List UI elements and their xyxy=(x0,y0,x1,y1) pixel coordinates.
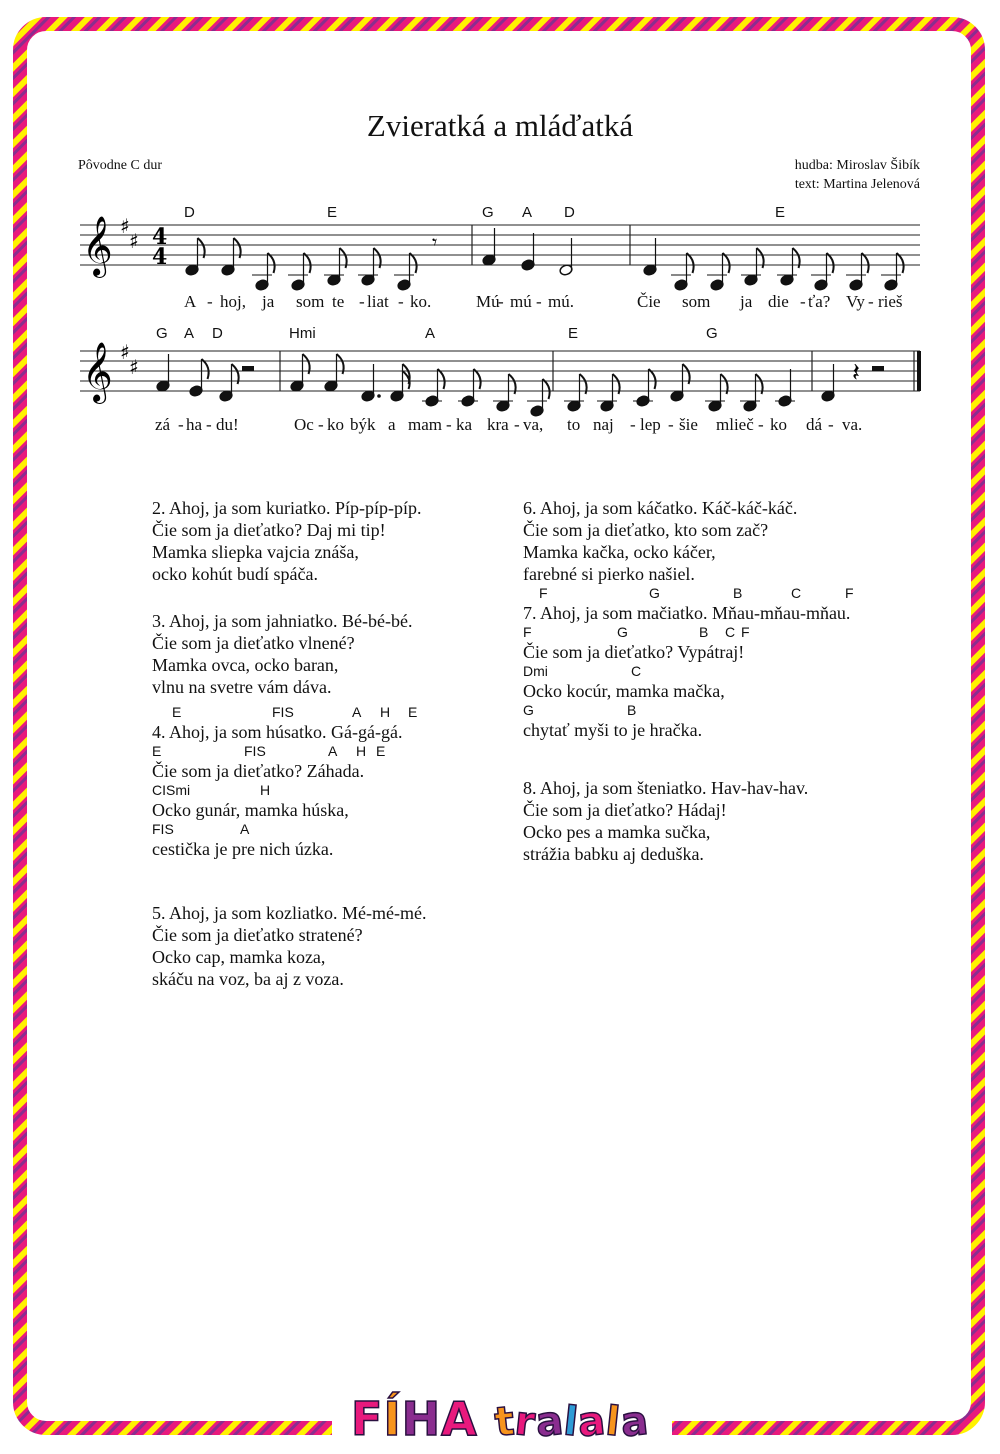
verse-chord: B xyxy=(699,624,709,640)
verse-chord: FIS xyxy=(272,704,294,720)
verse-chord: CISmi xyxy=(152,782,191,798)
note-flag xyxy=(438,369,445,389)
verse-chord: F xyxy=(845,585,854,601)
verse-chord: G xyxy=(649,585,660,601)
verse-line: Mamka kačka, ocko káčer, xyxy=(523,542,716,562)
logo-letter: a xyxy=(618,1397,652,1447)
lyric-syllable: mlieč xyxy=(716,415,754,434)
lyric-syllable: Vy xyxy=(846,292,865,311)
verse-line: 5. Ahoj, ja som kozliatko. Mé-mé-mé. xyxy=(152,903,427,923)
lyric-syllable: - xyxy=(800,292,806,311)
staff-chord: G xyxy=(482,204,494,221)
note-flag xyxy=(474,369,481,389)
staff-chord: G xyxy=(706,325,718,342)
lyric-syllable: - xyxy=(828,415,834,434)
note-flag xyxy=(827,253,834,273)
fiha-tralala-logo xyxy=(0,1393,1000,1448)
verse-chord: F xyxy=(539,585,548,601)
logo-letter: H xyxy=(401,1392,442,1446)
staff-chord: E xyxy=(327,204,338,221)
lyric-syllable: a xyxy=(388,415,396,434)
lyric-syllable: ko xyxy=(327,415,344,434)
verse-line: Ocko pes a mamka sučka, xyxy=(523,822,711,842)
lyric-syllable: - xyxy=(514,415,520,434)
staff-chord: A xyxy=(425,325,436,342)
verse-chord: E xyxy=(376,743,386,759)
lyric-syllable: - xyxy=(498,292,504,311)
verse-chord: C xyxy=(725,624,736,640)
lyric-syllable: ťa? xyxy=(808,292,831,311)
verse-chord: FIS xyxy=(152,821,174,837)
note-flag xyxy=(862,253,869,273)
staff-chord: G xyxy=(156,325,168,342)
lyric-syllable: Čie xyxy=(637,292,661,311)
verse-line: 8. Ahoj, ja som šteniatko. Hav-hav-hav. xyxy=(523,778,809,798)
lyric-syllable: hoj, xyxy=(220,292,246,311)
lyric-syllable: - xyxy=(758,415,764,434)
lyric-syllable: som xyxy=(296,292,325,311)
note-flag xyxy=(268,253,275,273)
lyric-syllable: liat xyxy=(367,292,389,311)
staff-chord: A xyxy=(522,204,533,221)
note-dot xyxy=(377,394,381,398)
verse-chord: E xyxy=(408,704,418,720)
lyric-syllable: ha xyxy=(186,415,203,434)
lyric-syllable: - xyxy=(446,415,452,434)
logo-letter: a xyxy=(533,1397,566,1447)
lyric-syllable: ko. xyxy=(410,292,432,311)
logo-letter: l xyxy=(603,1398,624,1446)
staff-chord: E xyxy=(775,204,786,221)
logo-letter: Í xyxy=(383,1392,402,1446)
verse-line: 7. Ahoj, ja som mačiatko. Mňau-mňau-mňau. xyxy=(523,603,851,623)
time-signature-top: 4 xyxy=(152,224,168,250)
lyric-syllable: - xyxy=(207,292,213,311)
verse-line: Čie som ja dieťatko stratené? xyxy=(152,925,363,945)
lyric-syllable: mú xyxy=(510,292,532,311)
verse-chord: A xyxy=(328,743,338,759)
verse-line: chytať myši to je hračka. xyxy=(523,720,703,740)
lyric-syllable: mam xyxy=(408,415,442,434)
lyric-syllable: - xyxy=(178,415,184,434)
verse-chord: H xyxy=(380,704,391,720)
lyric-syllable: - xyxy=(668,415,674,434)
lyric-syllable: ko xyxy=(770,415,787,434)
verse-line: Čie som ja dieťatko? Vypátraj! xyxy=(523,642,745,662)
song-title: Zvieratká a mláďatká xyxy=(366,108,634,143)
verse-line: Ocko kocúr, mamka mačka, xyxy=(523,681,725,701)
final-bar xyxy=(917,351,921,391)
lyric-syllable: naj xyxy=(593,415,614,434)
verse-chord: E xyxy=(172,704,182,720)
lyric-syllable: ja xyxy=(740,292,753,311)
treble-clef-icon: 𝄞 xyxy=(82,342,113,402)
lyric-syllable: - xyxy=(359,292,365,311)
lyric-syllable: - xyxy=(868,292,874,311)
logo-letter: a xyxy=(575,1397,609,1447)
lyric-syllable: rieš xyxy=(878,292,903,311)
note-flag xyxy=(543,379,550,399)
logo-letter: t xyxy=(492,1398,518,1446)
lyric-syllable: - xyxy=(536,292,542,311)
verse-line: Mamka ovca, ocko baran, xyxy=(152,655,339,675)
verse-chord: B xyxy=(733,585,743,601)
verse-chord: B xyxy=(627,702,637,718)
sharp-icon: ♯ xyxy=(129,229,139,253)
lyric-syllable: Mú xyxy=(476,292,500,311)
lyric-syllable: šie xyxy=(679,415,698,434)
sharp-icon: ♯ xyxy=(129,355,139,379)
note-flag xyxy=(202,359,209,379)
eighth-rest-icon: 𝄾 xyxy=(432,230,438,254)
treble-clef-icon: 𝄞 xyxy=(82,216,113,276)
lyric-syllable: te xyxy=(332,292,345,311)
staff-chord: D xyxy=(564,204,575,221)
verse-chord: Dmi xyxy=(523,663,548,679)
lyric-syllable: A xyxy=(184,292,197,311)
lyric-syllable: dá xyxy=(806,415,823,434)
verse-chord: C xyxy=(791,585,802,601)
verse-line: strážia babku aj deduška. xyxy=(523,844,704,864)
note-flag xyxy=(649,369,656,389)
verse-line: vlnu na svetre vám dáva. xyxy=(152,677,332,697)
note-flag xyxy=(687,253,694,273)
verse-chord: H xyxy=(260,782,271,798)
verse-line: cestička je pre nich úzka. xyxy=(152,839,334,859)
lyric-syllable: - xyxy=(398,292,404,311)
verse-chord: FIS xyxy=(244,743,266,759)
lyric-syllable: va, xyxy=(523,415,544,434)
lyric-syllable: ka xyxy=(456,415,473,434)
verse-chord: F xyxy=(523,624,532,640)
verse-line: 2. Ahoj, ja som kuriatko. Píp-píp-píp. xyxy=(152,498,422,518)
lyric-syllable: - xyxy=(630,415,636,434)
verse-line: Čie som ja dieťatko? Záhada. xyxy=(152,761,365,781)
sharp-icon: ♯ xyxy=(120,340,130,364)
quarter-rest-icon: 𝄽 xyxy=(852,358,860,388)
lyric-syllable: du! xyxy=(216,415,239,434)
verse-line: 6. Ahoj, ja som káčatko. Káč-káč-káč. xyxy=(523,498,798,518)
staff-chord: D xyxy=(212,325,223,342)
text-credit: text: Martina Jelenová xyxy=(794,177,920,192)
lyric-syllable: býk xyxy=(350,415,376,434)
lyric-syllable: zá xyxy=(155,415,171,434)
original-key: Pôvodne C dur xyxy=(78,158,162,173)
verse-chord: A xyxy=(352,704,362,720)
verse-chord: G xyxy=(617,624,628,640)
verse-line: Ocko gunár, mamka húska, xyxy=(152,800,349,820)
lyric-syllable: som xyxy=(682,292,711,311)
verse-line: skáču na voz, ba aj z voza. xyxy=(152,969,344,989)
staff-chord: Hmi xyxy=(289,325,316,342)
verse-line: Čie som ja dieťatko? Daj mi tip! xyxy=(152,520,386,540)
staff-chord: A xyxy=(184,325,195,342)
note-flag xyxy=(897,253,904,273)
verse-chord: A xyxy=(240,821,250,837)
note-flag xyxy=(723,253,730,273)
verse-chord: G xyxy=(523,702,534,718)
verse-line: farebné si pierko našiel. xyxy=(523,564,695,584)
verse-line: 4. Ahoj, ja som húsatko. Gá-gá-gá. xyxy=(152,722,403,742)
verse-line: ocko kohút budí spáča. xyxy=(152,564,318,584)
lyric-syllable: die xyxy=(768,292,789,311)
verse-line: 3. Ahoj, ja som jahniatko. Bé-bé-bé. xyxy=(152,611,413,631)
verse-line: Čie som ja dieťatko, kto som zač? xyxy=(523,520,769,540)
verse-line: Ocko cap, mamka koza, xyxy=(152,947,326,967)
music-credit: hudba: Miroslav Šibík xyxy=(794,158,920,173)
verse-chord: E xyxy=(152,743,162,759)
verse-chord: F xyxy=(741,624,750,640)
logo-letter: l xyxy=(561,1398,581,1446)
staff-chord: E xyxy=(568,325,579,342)
note-flag xyxy=(304,253,311,273)
lyric-syllable: kra xyxy=(487,415,509,434)
verse-chord: H xyxy=(356,743,367,759)
sharp-icon: ♯ xyxy=(120,214,130,238)
lyric-syllable: Oc xyxy=(294,415,314,434)
verse-line: Čie som ja dieťatko vlnené? xyxy=(152,633,355,653)
logo-letter: r xyxy=(512,1398,538,1446)
note-flag xyxy=(410,253,417,273)
half-rest xyxy=(872,366,884,371)
logo-letter: A xyxy=(441,1392,478,1446)
verse-line: Mamka sliepka vajcia znáša, xyxy=(152,542,359,562)
lyric-syllable: - xyxy=(318,415,324,434)
lyric-syllable: mú. xyxy=(548,292,574,311)
lyric-syllable: to xyxy=(567,415,581,434)
logo-letter: F xyxy=(351,1392,384,1446)
time-signature-bottom: 4 xyxy=(152,244,168,270)
lyric-syllable: lep xyxy=(640,415,661,434)
half-rest xyxy=(242,366,254,371)
lyric-syllable: ja xyxy=(262,292,275,311)
lyric-syllable: va. xyxy=(842,415,863,434)
staff-chord: D xyxy=(184,204,195,221)
verse-chord: C xyxy=(631,663,642,679)
verse-line: Čie som ja dieťatko? Hádaj! xyxy=(523,800,727,820)
lyric-syllable: - xyxy=(206,415,212,434)
